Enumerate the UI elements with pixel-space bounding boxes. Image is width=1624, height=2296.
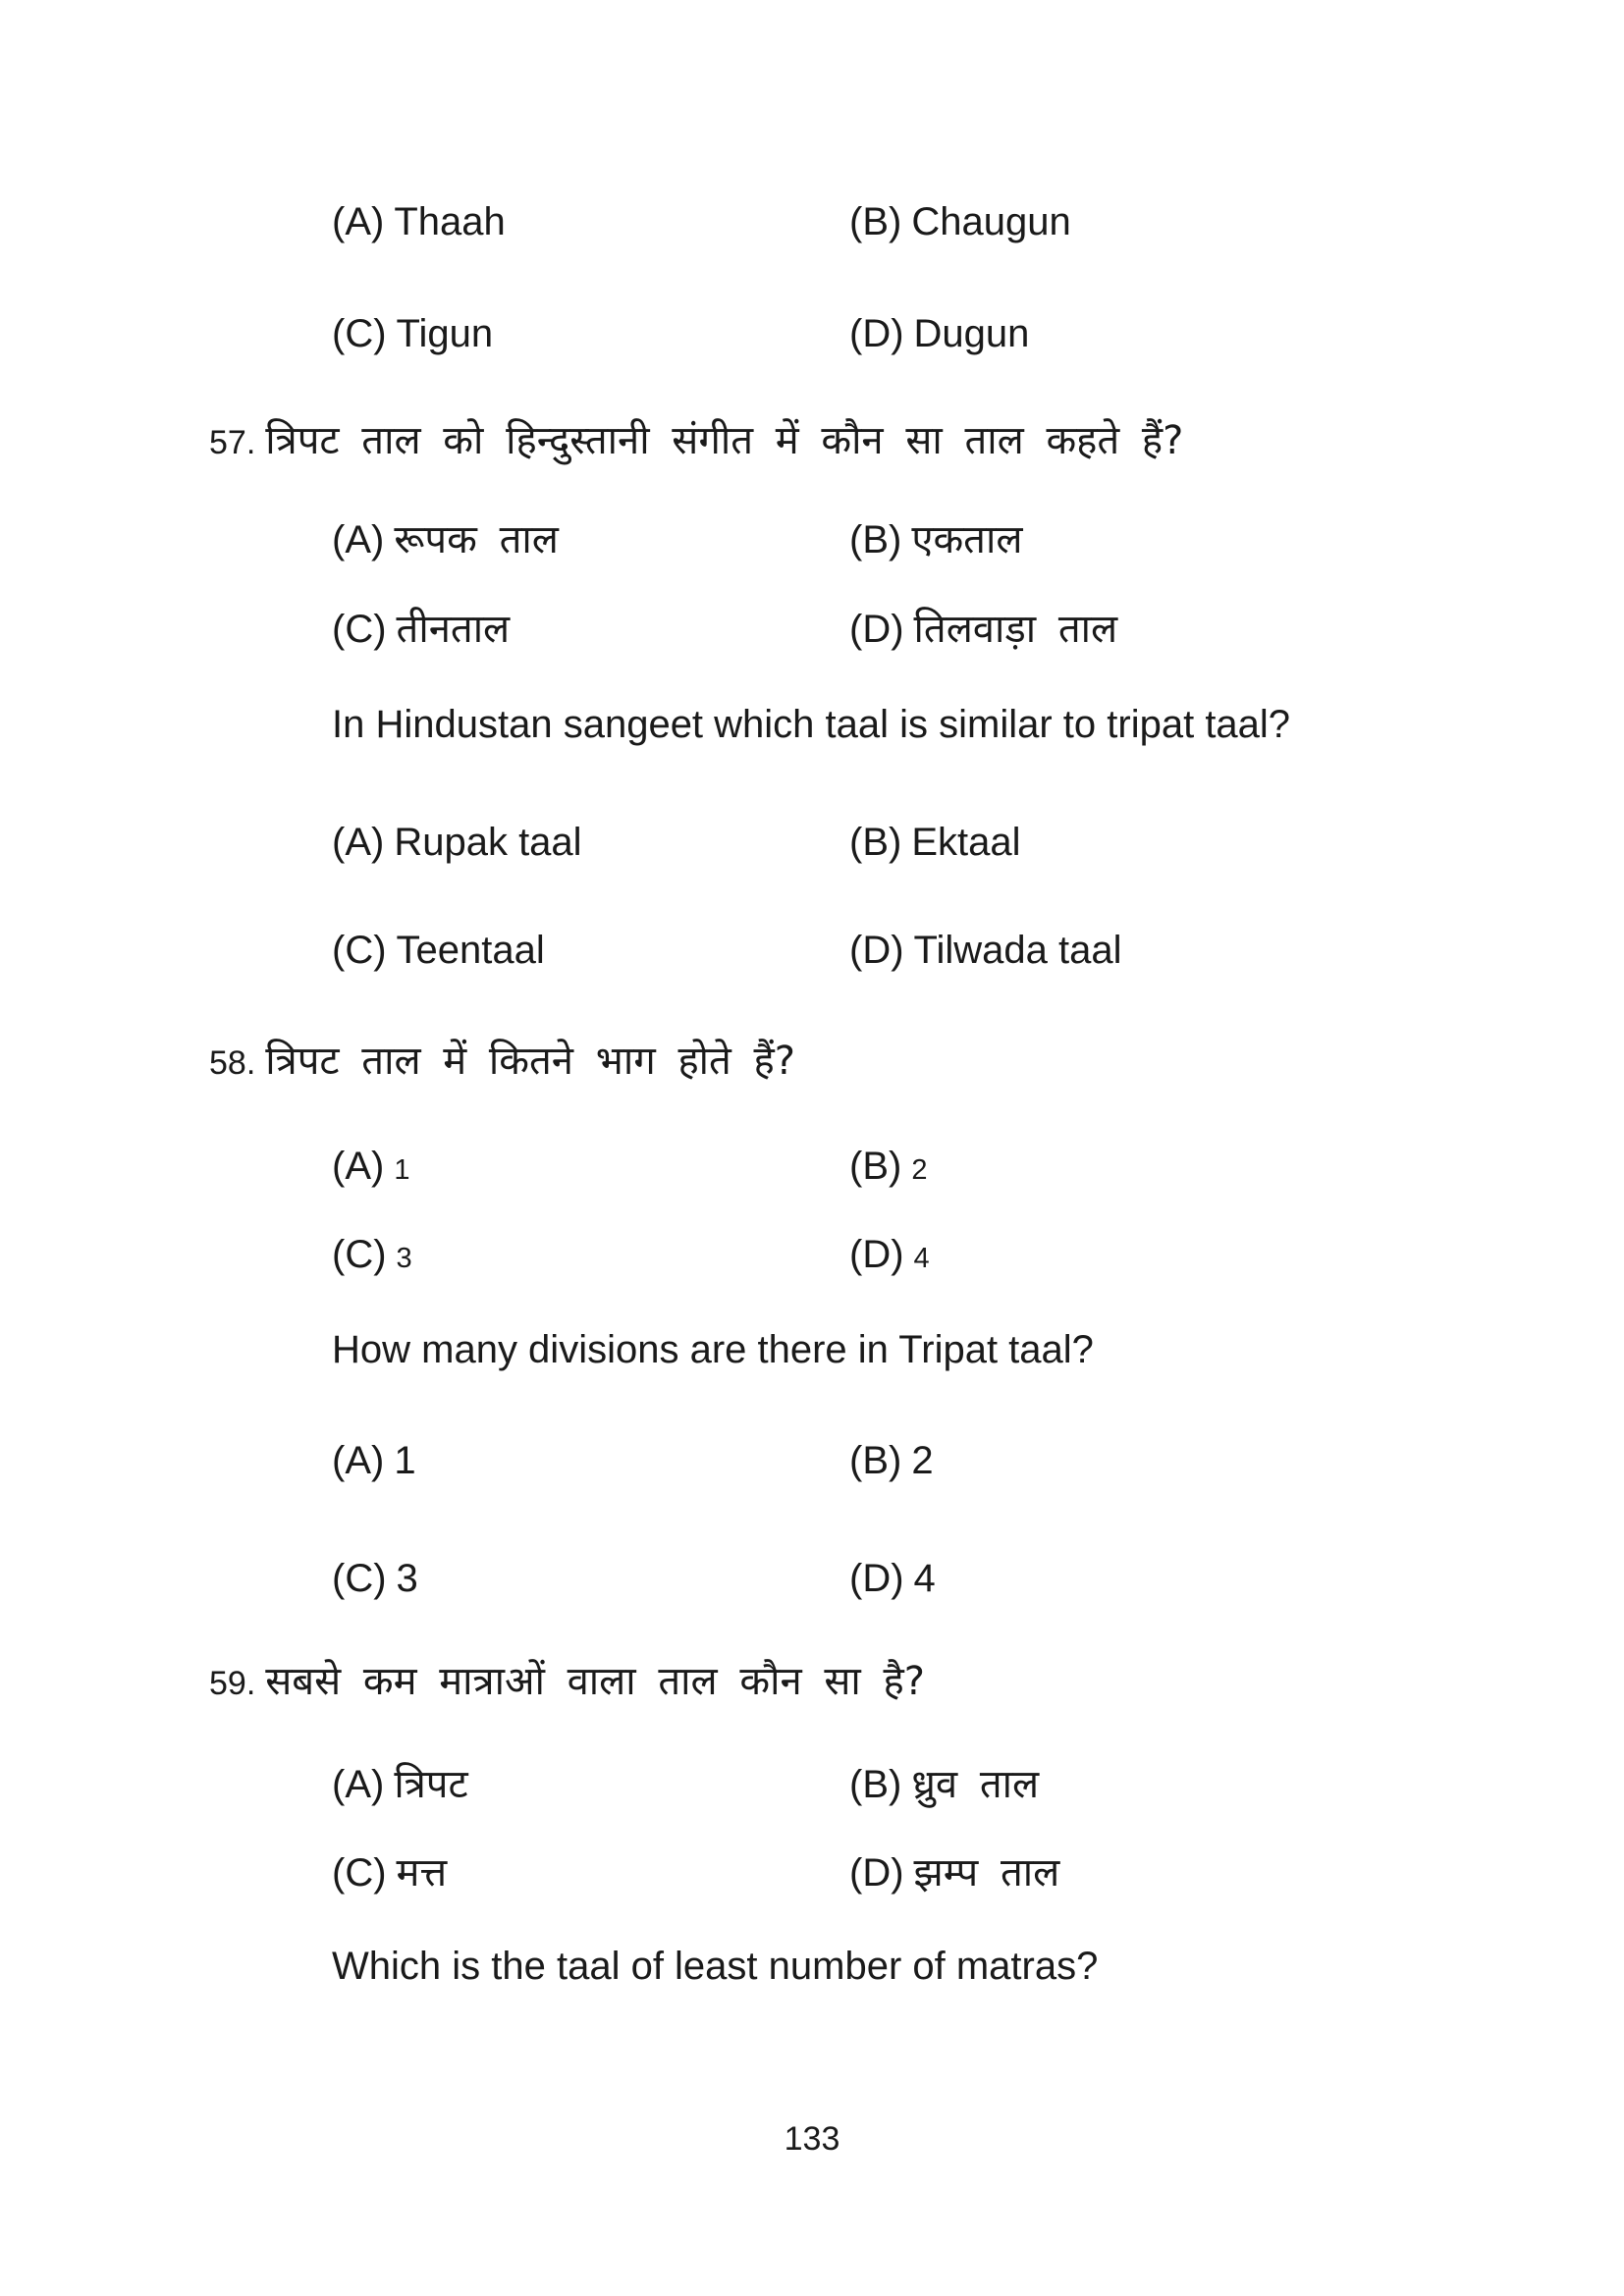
prev-option-b (849, 202, 1071, 241)
option-text: 4 (913, 1557, 936, 1600)
option-text: त्रिपट (394, 1762, 468, 1807)
option-text: Rupak taal (394, 821, 582, 864)
q59-option-a-hindi (332, 1762, 849, 1807)
q59-option-c-hindi (332, 1850, 849, 1896)
q57-option-c-english (332, 931, 849, 970)
q57-option-b-english (849, 823, 1021, 862)
option-letter: (C) (332, 1851, 387, 1895)
option-letter: (D) (849, 1233, 904, 1276)
option-text: 3 (396, 1243, 412, 1274)
option-letter: (A) (332, 518, 385, 561)
q57-option-c-hindi (332, 607, 849, 652)
question-57-english: In Hindustan sangeet which taal is similar to tripat taal? (332, 703, 1291, 746)
question-text-hindi: त्रिपट ताल में कितने भाग होते हैं? (265, 1039, 796, 1084)
question-59-english: Which is the taal of least number of matras? (332, 1945, 1099, 1988)
option-text: एकताल (911, 517, 1023, 562)
option-letter: (B) (849, 821, 902, 864)
q58-option-b-english (849, 1441, 934, 1480)
option-letter: (B) (849, 1439, 902, 1482)
option-text: झम्प ताल (913, 1850, 1060, 1896)
q58-english-options-row-1 (332, 1441, 934, 1480)
q59-option-d-hindi (849, 1850, 1060, 1896)
question-number: 58. (209, 1044, 256, 1082)
option-text: तिलवाड़ा ताल (913, 607, 1118, 652)
q57-option-a-hindi (332, 517, 849, 562)
q58-hindi-options-row-2 (332, 1235, 930, 1274)
option-text: 1 (394, 1154, 410, 1186)
question-number: 59. (209, 1665, 256, 1702)
q59-hindi-options-row-2 (332, 1850, 1060, 1896)
question-text-hindi: सबसे कम मात्राओं वाला ताल कौन सा है? (265, 1659, 925, 1704)
q57-hindi-options-row-2 (332, 607, 1118, 652)
option-text: 3 (396, 1557, 418, 1600)
option-letter: (C) (332, 1233, 387, 1276)
option-letter: (A) (332, 1439, 385, 1482)
q59-hindi-options-row-1 (332, 1762, 1040, 1807)
prev-options-row-1 (332, 202, 1071, 241)
question-text-hindi: त्रिपट ताल को हिन्दुस्तानी संगीत में कौन सा ताल कहते हैं? (265, 418, 1184, 463)
page-number: 133 (784, 2120, 840, 2158)
option-letter: (B) (849, 1763, 902, 1806)
option-text: 2 (911, 1154, 928, 1186)
option-text: Thaah (394, 200, 506, 243)
option-text: मत्त (396, 1850, 448, 1896)
option-text: Tigun (396, 312, 494, 355)
q57-option-a-english (332, 823, 849, 862)
option-text: 2 (911, 1439, 934, 1482)
prev-options-row-2 (332, 314, 1029, 353)
option-text: Tilwada taal (913, 929, 1122, 972)
q57-option-d-hindi (849, 607, 1118, 652)
q58-option-c-english (332, 1559, 849, 1598)
q58-english-options-row-2 (332, 1559, 936, 1598)
q58-hindi-options-row-1 (332, 1147, 927, 1186)
option-letter: (A) (332, 821, 385, 864)
option-text: Chaugun (911, 200, 1071, 243)
q58-option-b-hindi (849, 1147, 927, 1186)
option-text: Teentaal (396, 929, 545, 972)
q57-english-options-row-2 (332, 931, 1121, 970)
q57-option-b-hindi (849, 517, 1023, 562)
option-letter: (C) (332, 1557, 387, 1600)
option-letter: (C) (332, 608, 387, 651)
q58-option-a-hindi (332, 1147, 849, 1186)
question-number: 57. (209, 424, 256, 461)
option-text: रूपक ताल (394, 517, 559, 562)
q58-option-d-hindi (849, 1235, 930, 1274)
q59-option-b-hindi (849, 1762, 1040, 1807)
option-text: ध्रुव ताल (911, 1762, 1040, 1807)
prev-option-d (849, 314, 1029, 353)
option-letter: (A) (332, 1763, 385, 1806)
option-text: 4 (913, 1243, 930, 1274)
option-text: Dugun (913, 312, 1030, 355)
option-text: Ektaal (911, 821, 1021, 864)
question-57-hindi (209, 418, 1183, 463)
q58-option-a-english (332, 1441, 849, 1480)
option-letter: (C) (332, 929, 387, 972)
q58-option-d-english (849, 1559, 936, 1598)
q58-option-c-hindi (332, 1235, 849, 1274)
option-letter: (B) (849, 1145, 902, 1188)
option-letter: (D) (849, 312, 904, 355)
question-59-hindi (209, 1659, 925, 1704)
option-letter: (A) (332, 1145, 385, 1188)
q57-hindi-options-row-1 (332, 517, 1023, 562)
option-letter: (D) (849, 929, 904, 972)
option-letter: (D) (849, 1851, 904, 1895)
option-letter: (D) (849, 608, 904, 651)
option-text: 1 (394, 1439, 416, 1482)
option-text: तीनताल (396, 607, 511, 652)
q57-option-d-english (849, 931, 1121, 970)
question-58-english: How many divisions are there in Tripat taal? (332, 1328, 1094, 1371)
prev-option-c (332, 314, 849, 353)
option-letter: (A) (332, 200, 385, 243)
prev-option-a (332, 202, 849, 241)
q57-english-options-row-1 (332, 823, 1021, 862)
option-letter: (B) (849, 200, 902, 243)
option-letter: (D) (849, 1557, 904, 1600)
option-letter: (C) (332, 312, 387, 355)
question-58-hindi (209, 1039, 795, 1084)
option-letter: (B) (849, 518, 902, 561)
